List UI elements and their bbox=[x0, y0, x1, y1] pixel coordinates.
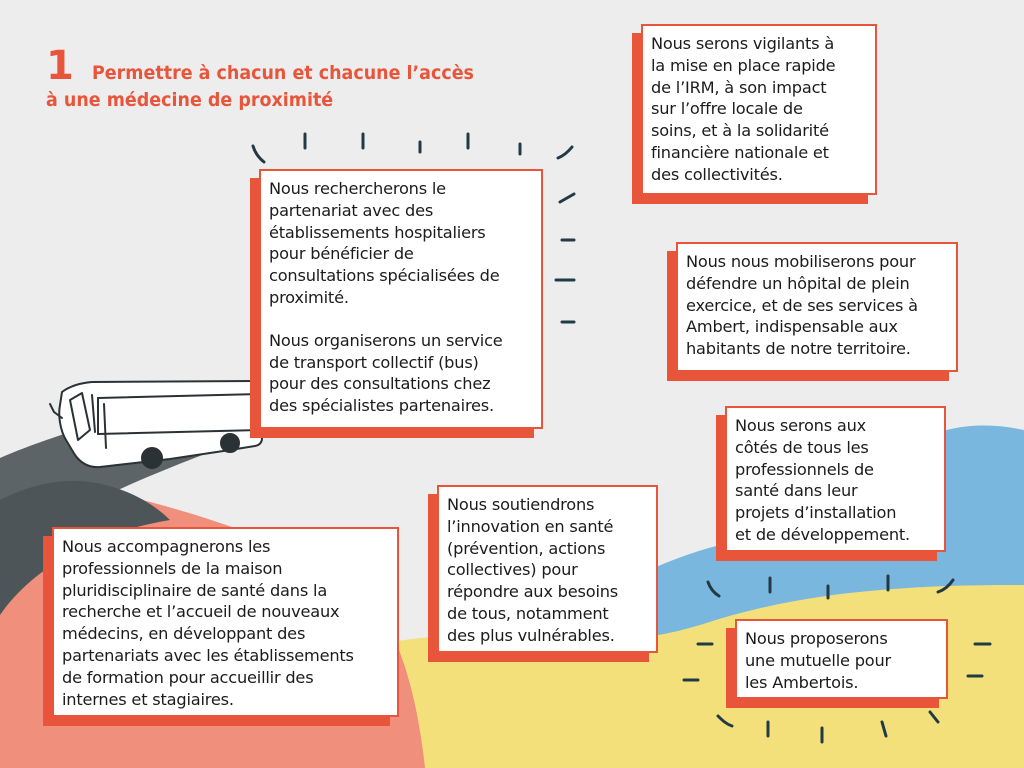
card-mutuelle-text: Nous proposerons une mutuelle pour les Ambertois. bbox=[745, 629, 892, 692]
bus-wheel-rear bbox=[221, 434, 239, 452]
section-title-line2: à une médecine de proximité bbox=[46, 89, 334, 111]
section-title-line1: Permettre à chacun et chacune l’accès bbox=[92, 62, 474, 84]
card-innovation bbox=[437, 485, 658, 653]
card-professionnels-text: Nous serons aux côtés de tous les professionnels de santé dans leur projets d’installation et de développement. bbox=[735, 416, 910, 544]
card-irm-text: Nous serons vigilants à la mise en place rapide de l’IRM, à son impact sur l’offre locale de soins, et à la solidarité financière nationale et des collectivités. bbox=[651, 34, 836, 184]
card-hopital-text: Nous nous mobiliserons pour défendre un hôpital de plein exercice, et de ses services à Ambert, indispensable aux habitants de notre territoire. bbox=[686, 252, 918, 359]
bus-icon bbox=[50, 381, 262, 468]
card-partenariat bbox=[259, 169, 543, 429]
card-innovation-text: Nous soutiendrons l’innovation en santé (prévention, actions collectives) pour répondre aux besoins de tous, notamment des plus vulnérables. bbox=[447, 495, 619, 645]
card-hopital bbox=[676, 242, 958, 372]
card-maison bbox=[52, 527, 399, 717]
card-partenariat-text-2: Nous organiserons un service de transport collectif (bus) pour des consultations chez des spécialistes partenaires. bbox=[269, 330, 503, 416]
section-number: 1 bbox=[46, 43, 74, 89]
card-mutuelle bbox=[735, 619, 948, 699]
card-maison-text: Nous accompagnerons les professionnels de la maison pluridisciplinaire de santé dans la recherche et l’accueil de nouveaux médecins, en développant des partenariats avec les établissements de formation pour accueillir des internes et stagiaires. bbox=[62, 537, 354, 709]
bus-wheel-front bbox=[142, 448, 162, 468]
card-irm bbox=[641, 24, 877, 195]
card-professionnels bbox=[725, 406, 946, 552]
card-partenariat-text-1: Nous rechercherons le partenariat avec des établissements hospitaliers pour bénéficier de consultations spécialisées de proximité. bbox=[269, 179, 500, 307]
